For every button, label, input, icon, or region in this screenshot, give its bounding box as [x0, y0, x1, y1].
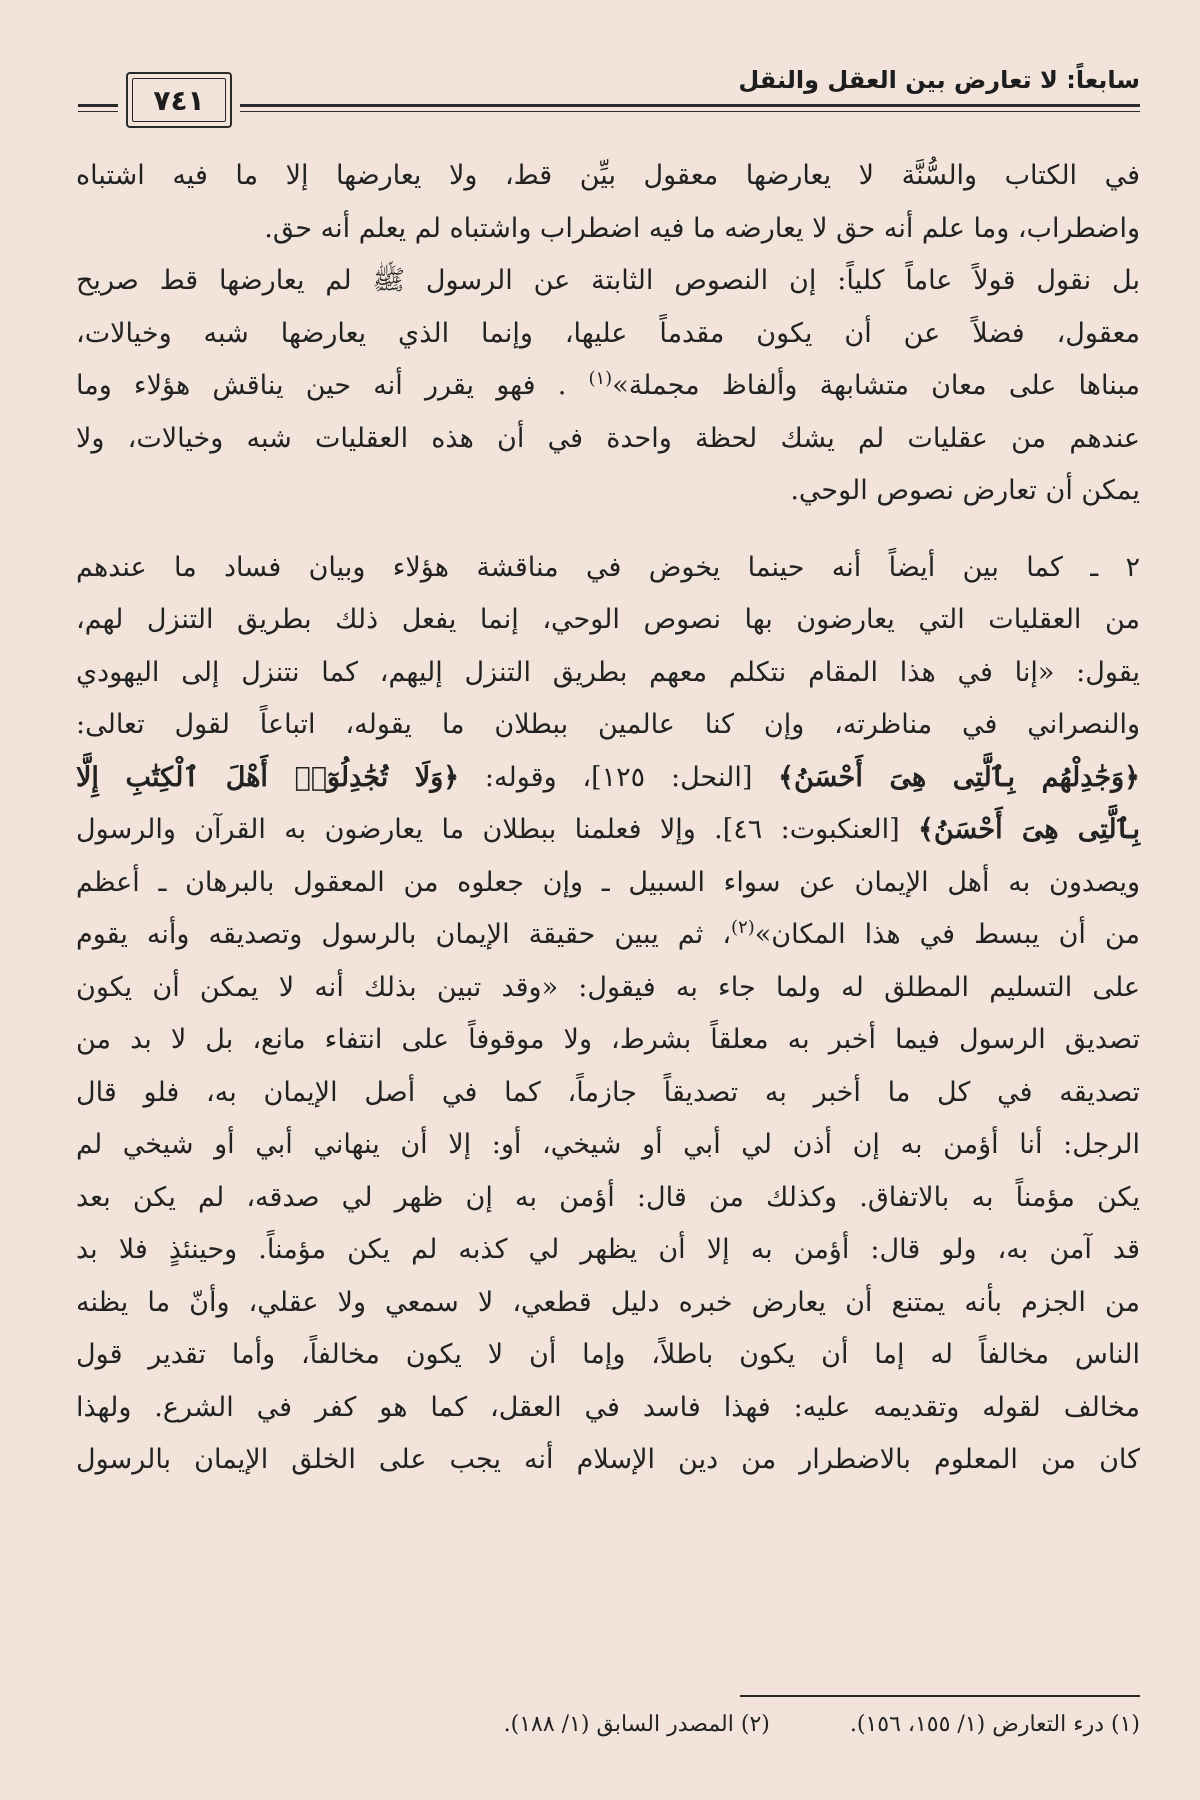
- paragraph-2: [76, 255, 1140, 518]
- text-line: من العقليات التي يعارضون بها نصوص الوحي، إنما يفعل ذلك بطريق التنزل لهم،: [76, 604, 1140, 635]
- text-line: على التسليم المطلق له ولما جاء به فيقول: «وقد تبين بذلك أنه لا يمكن أن يكون: [76, 971, 1140, 1003]
- header-rule-thin: [240, 111, 1140, 112]
- body-text: [76, 150, 1140, 1487]
- text-line: يكن مؤمناً به بالاتفاق. وكذلك من قال: أؤمن به إن ظهر لي صدقه، لم يكن بعد: [76, 1181, 1140, 1213]
- page-header: [78, 58, 1140, 124]
- text-line: الرجل: أنا أؤمن به إن أذن لي أبي أو شيخي، أو: إلا أن ينهاني أبي أو شيخي لم: [76, 1129, 1140, 1160]
- text-line: [76, 752, 1140, 805]
- text-segment: من أن يبسط في هذا المكان»: [754, 919, 1141, 950]
- text-line: [76, 909, 1140, 962]
- text-segment: . فهو يقرر أنه حين يناقش هؤلاء وما: [76, 370, 567, 401]
- text-segment: مبناها على معان متشابهة وألفاظ مجملة»: [612, 370, 1140, 401]
- page-number-frame: [126, 72, 232, 128]
- text-line: [76, 804, 1140, 857]
- text-line: يقول: «إنا في هذا المقام نتكلم معهم بطريق التنزل إليهم، كما نتنزل إلى اليهودي: [76, 656, 1140, 688]
- footnotes: [200, 1712, 1140, 1737]
- text-line: عندهم من عقليات لم يشك لحظة واحدة في أن هذه العقليات شبه وخيالات، ولا: [76, 422, 1140, 454]
- quran-verse-2: ﴿وَلَا تُجَٰدِلُوٓا۟ أَهْلَ ٱلْكِتَٰبِ إِلَّا: [76, 761, 460, 793]
- paragraph-3: [76, 542, 1140, 1487]
- quran-verse-2-end: بِٱلَّتِى هِىَ أَحْسَنُ﴾: [918, 814, 1140, 845]
- footnote-ref-2: (٢): [731, 917, 755, 938]
- text-line: معقول، فضلاً عن أن يكون مقدماً عليها، وإنما الذي يعارضها شبه وخيالات،: [76, 317, 1140, 349]
- text-line: واضطراب، وما علم أنه حق لا يعارضه ما فيه اضطراب واشتباه لم يعلم أنه حق.: [264, 212, 1140, 244]
- text-line: والنصراني في مناظرته، وإن كنا عالمين ببطلان ما يقوله، اتباعاً لقول تعالى:: [76, 709, 1140, 740]
- chapter-title: سابعاً: لا تعارض بين العقل والنقل: [738, 66, 1140, 94]
- text-line: تصديقه في كل ما أخبر به تصديقاً جازماً، كما في أصل الإيمان به، فلو قال: [76, 1076, 1140, 1108]
- text-line: في الكتاب والسُّنَّة لا يعارضها معقول بيِّن قط، ولا يعارضها إلا ما فيه اشتباه: [76, 160, 1140, 191]
- footnote-2: (٢) المصدر السابق (١/ ١٨٨).: [503, 1712, 770, 1737]
- text-line: ٢ ـ كما بين أيضاً أنه حينما يخوض في مناقشة هؤلاء وبيان فساد ما عندهم: [76, 551, 1140, 583]
- text-segment: ، ثم يبين حقيقة الإيمان بالرسول وتصديقه وأنه يقوم: [76, 919, 732, 950]
- footnote-ref-1: (١): [588, 368, 613, 389]
- text-line: مخالف لقوله وتقديمه عليه: فهذا فاسد في العقل، كما هو كفر في الشرع. ولهذا: [76, 1391, 1140, 1423]
- header-rule-left-thick: [78, 104, 118, 107]
- paragraph-1: [76, 150, 1140, 255]
- footnote-separator: [740, 1695, 1140, 1697]
- text-line: ويصدون به أهل الإيمان عن سواء السبيل ـ وإن جعلوه من المعقول بالبرهان ـ أعظم: [76, 866, 1140, 898]
- verse-reference: [النحل: ١٢٥]، وقوله:: [459, 761, 779, 793]
- footnote-1: (١) درء التعارض (١/ ١٥٥، ١٥٦).: [849, 1712, 1140, 1737]
- text-line: بل نقول قولاً عاماً كلياً: إن النصوص الثابتة عن الرسول ﷺ لم يعارضها قط صريح: [76, 265, 1140, 296]
- header-rule-thick: [240, 104, 1140, 107]
- text-line: [76, 360, 1140, 413]
- text-line: كان من المعلوم بالاضطرار من دين الإسلام أنه يجب على الخلق الإيمان بالرسول: [76, 1444, 1140, 1475]
- text-line: الناس مخالفاً له إما أن يكون باطلاً، وإما أن لا يكون مخالفاً، وأما تقدير قول: [76, 1339, 1140, 1370]
- page-number: ٧٤١: [153, 83, 205, 117]
- text-line: تصديق الرسول فيما أخبر به معلقاً بشرط، ولا موقوفاً على انتفاء مانع، بل لا بد من: [76, 1024, 1140, 1055]
- text-line: يمكن أن تعارض نصوص الوحي.: [790, 475, 1140, 506]
- quran-verse-1: ﴿وَجَٰدِلْهُم بِٱلَّتِى هِىَ أَحْسَنُ﴾: [778, 761, 1140, 793]
- text-line: قد آمن به، ولو قال: أؤمن به إلا أن يظهر لي كذبه لم يكن مؤمناً. وحينئذٍ فلا بد: [76, 1234, 1140, 1265]
- header-rule-left-thin: [78, 111, 118, 112]
- verse-reference: [العنكبوت: ٤٦]. وإلا فعلمنا ببطلان ما يعارضون به القرآن والرسول: [76, 814, 918, 845]
- text-line: من الجزم بأنه يمتنع أن يعارض خبره دليل قطعي، لا سمعي ولا عقلي، وأنّ ما يظنه: [76, 1286, 1140, 1318]
